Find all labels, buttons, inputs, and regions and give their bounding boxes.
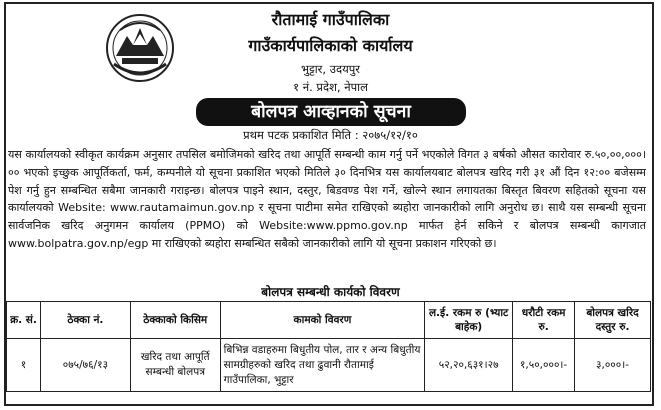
table-header-row [7, 302, 651, 339]
header-work-desc: कामको विवरण [220, 302, 425, 339]
table-row [7, 339, 651, 392]
header-cost-estimate: ल.ई. रकम रु (भ्याट बाहेक) [425, 302, 513, 339]
office-location: भुट्टार, उदयपुर [300, 62, 360, 76]
header-sn: क्र. सं. [7, 302, 41, 339]
table-title: बोलपत्र सम्बन्धी कार्यको विवरण [261, 285, 400, 299]
cell-contract-type: खरिद तथा आपूर्ति सम्बन्धी बोलपत्र [130, 339, 220, 392]
cell-deposit: १,५०,०००।- [513, 339, 575, 392]
body-paragraph: यस कार्यालयको स्वीकृत कार्यक्रम अनुसार तपसिल बमोजिमको खरिद तथा आपूर्ति सम्बन्धी काम गर्नु पर्ने भएकोले विगत ३ बर्षको औसत कारोवार रु.५०,००,०००।०० भएको इच्छुक आपूर्तिकर्ता, फर्म, कम्पनीले यो सूचना प्रकाशित भएको मितिले ३० दिनभित्र यस कार्यालयबाट बोलपत्र खरिद गरी ३१ औं दिन १२:०० बजेसम्म पेश गर्नु हुन सम्बन्धित सबैमा जानकारी गराइन्छ। बोलपत्र पाइने स्थान, दस्तुर, बिडवण्ड पेश गर्ने, खोल्ने स्थान लगायतका बिस्तृत बिवरण सहितको सूचना यस कार्यालयको Website: www.rautamaimun.gov.np र सूचना पाटीमा समेत राखिएको ब्यहोरा जानकारीको लागि अनुरोध छ। साथै यस सम्बन्धी सूचना सार्वजनिक खरिद अनुगमन कार्यालय (PPMO) को Website:www.ppmo.gov.np मार्फत हेर्न सकिने र बोलपत्र सम्बन्धी कागजात www.bolpatra.gov.np/egp मा राखिएको ब्यहोरा सम्बन्धित सबैको जानकारीको लागि यो सूचना प्रकाशन गरिएको छ। [8, 148, 646, 250]
notice-title: बोलपत्र आव्हानको सूचना [196, 98, 466, 126]
header-fee: बोलपत्र खरिद दस्तुर रु. [575, 302, 651, 339]
header-deposit: धरौटी रकम रु. [513, 302, 575, 339]
cell-sn: १ [7, 339, 41, 392]
tender-table [6, 301, 651, 392]
province-name: १ नं. प्रदेश, नेपाल [293, 80, 368, 94]
cell-contract-no: ०७५/७६/१३ [40, 339, 130, 392]
cell-fee: ३,०००।- [575, 339, 651, 392]
cell-cost-estimate: ५२,२०,६३१।२७ [425, 339, 513, 392]
notice-body [8, 146, 646, 253]
header-contract-no: ठेक्का नं. [40, 302, 130, 339]
header-contract-type: ठेक्काको किसिम [130, 302, 220, 339]
municipality-name: रौतामाई गाउँपालिका [271, 10, 390, 29]
cell-work-desc: बिभिन्न वडाहरुमा बिधुतीय पोल, तार र अन्य बिधुतीय सामग्रीहरुको खरिद तथा ढुवानी रौतामाई गाउँपालिका, भुट्टार [220, 339, 425, 392]
office-name: गाउँकार्यपालिकाको कार्यालय [248, 36, 413, 55]
publish-date: प्रथम पटक प्रकाशित मिति : २०७५/१२/१० [243, 128, 418, 142]
